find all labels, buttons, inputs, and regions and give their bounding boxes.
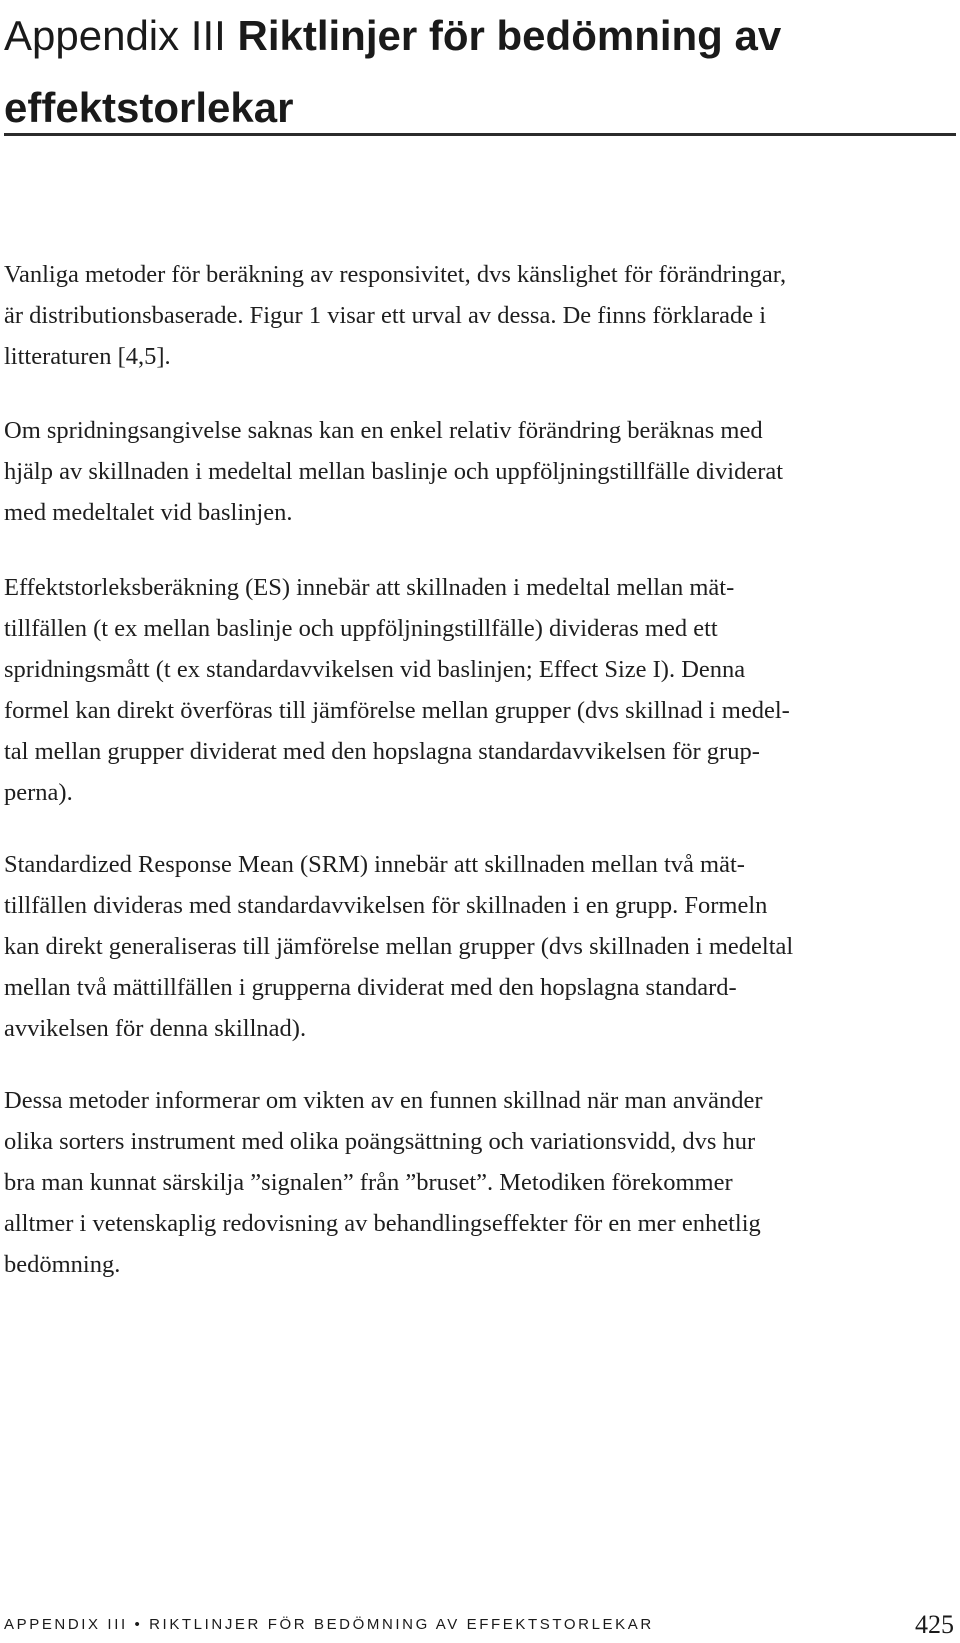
- text-line: hjälp av skillnaden i medeltal mellan baslinje och uppföljningstillfälle dividerat: [4, 458, 784, 485]
- paragraph-methods-summary: [4, 1080, 954, 1285]
- paragraph-effect-size: [4, 567, 954, 813]
- text-line: tal mellan grupper dividerat med den hopslagna standardavvikelsen för grup-: [4, 738, 760, 765]
- text-line: Effektstorleksberäkning (ES) innebär att skillnaden i medeltal mellan mät-: [4, 574, 735, 601]
- text-line: tillfällen (t ex mellan baslinje och uppföljningstillfälle) divideras med ett: [4, 615, 718, 642]
- text-line: bra man kunnat särskilja ”signalen” från ”bruset”. Metodiken förekommer: [4, 1169, 733, 1196]
- page-number: 425: [915, 1610, 954, 1639]
- text-line: Standardized Response Mean (SRM) innebär att skillnaden mellan två mät-: [4, 851, 745, 878]
- text-line: bedömning.: [4, 1251, 121, 1278]
- text-line: litteraturen [4,5].: [4, 343, 171, 370]
- appendix-title-line-2: effektstorlekar: [4, 84, 294, 131]
- text-line: Dessa metoder informerar om vikten av en funnen skillnad när man använder: [4, 1087, 763, 1114]
- paragraph-relative-change: [4, 410, 954, 533]
- text-line: Om spridningsangivelse saknas kan en enkel relativ förändring beräknas med: [4, 417, 763, 444]
- text-line: mellan två mättillfällen i grupperna dividerat med den hopslagna standard-: [4, 974, 737, 1001]
- page-heading: [4, 0, 944, 144]
- text-line: kan direkt generaliseras till jämförelse mellan grupper (dvs skillnaden i medeltal: [4, 933, 794, 960]
- text-line: perna).: [4, 779, 73, 806]
- heading-divider: [4, 133, 956, 136]
- text-line: spridningsmått (t ex standardavvikelsen vid baslinjen; Effect Size I). Denna: [4, 656, 746, 683]
- text-line: med medeltalet vid baslinjen.: [4, 499, 293, 526]
- text-line: tillfällen divideras med standardavvikelsen för skillnaden i en grupp. Formeln: [4, 892, 768, 919]
- text-line: olika sorters instrument med olika poängsättning och variationsvidd, dvs hur: [4, 1128, 756, 1155]
- text-line: formel kan direkt överföras till jämförelse mellan grupper (dvs skillnad i medel-: [4, 697, 790, 724]
- appendix-label: Appendix III: [4, 12, 226, 59]
- page-footer: [4, 1610, 954, 1640]
- text-line: avvikelsen för denna skillnad).: [4, 1015, 307, 1042]
- text-line: är distributionsbaserade. Figur 1 visar ett urval av dessa. De finns förklarade i: [4, 302, 767, 329]
- text-line: alltmer i vetenskaplig redovisning av behandlingseffekter för en mer enhetlig: [4, 1210, 761, 1237]
- running-head: APPENDIX III • RIKTLINJER FÖR BEDÖMNING AV EFFEKTSTORLEKAR: [4, 1616, 654, 1633]
- paragraph-srm: [4, 844, 954, 1049]
- appendix-title-line-1: Riktlinjer för bedömning av: [237, 12, 782, 59]
- paragraph-intro: [4, 254, 954, 377]
- text-line: Vanliga metoder för beräkning av responsivitet, dvs känslighet för förändringar,: [4, 261, 787, 288]
